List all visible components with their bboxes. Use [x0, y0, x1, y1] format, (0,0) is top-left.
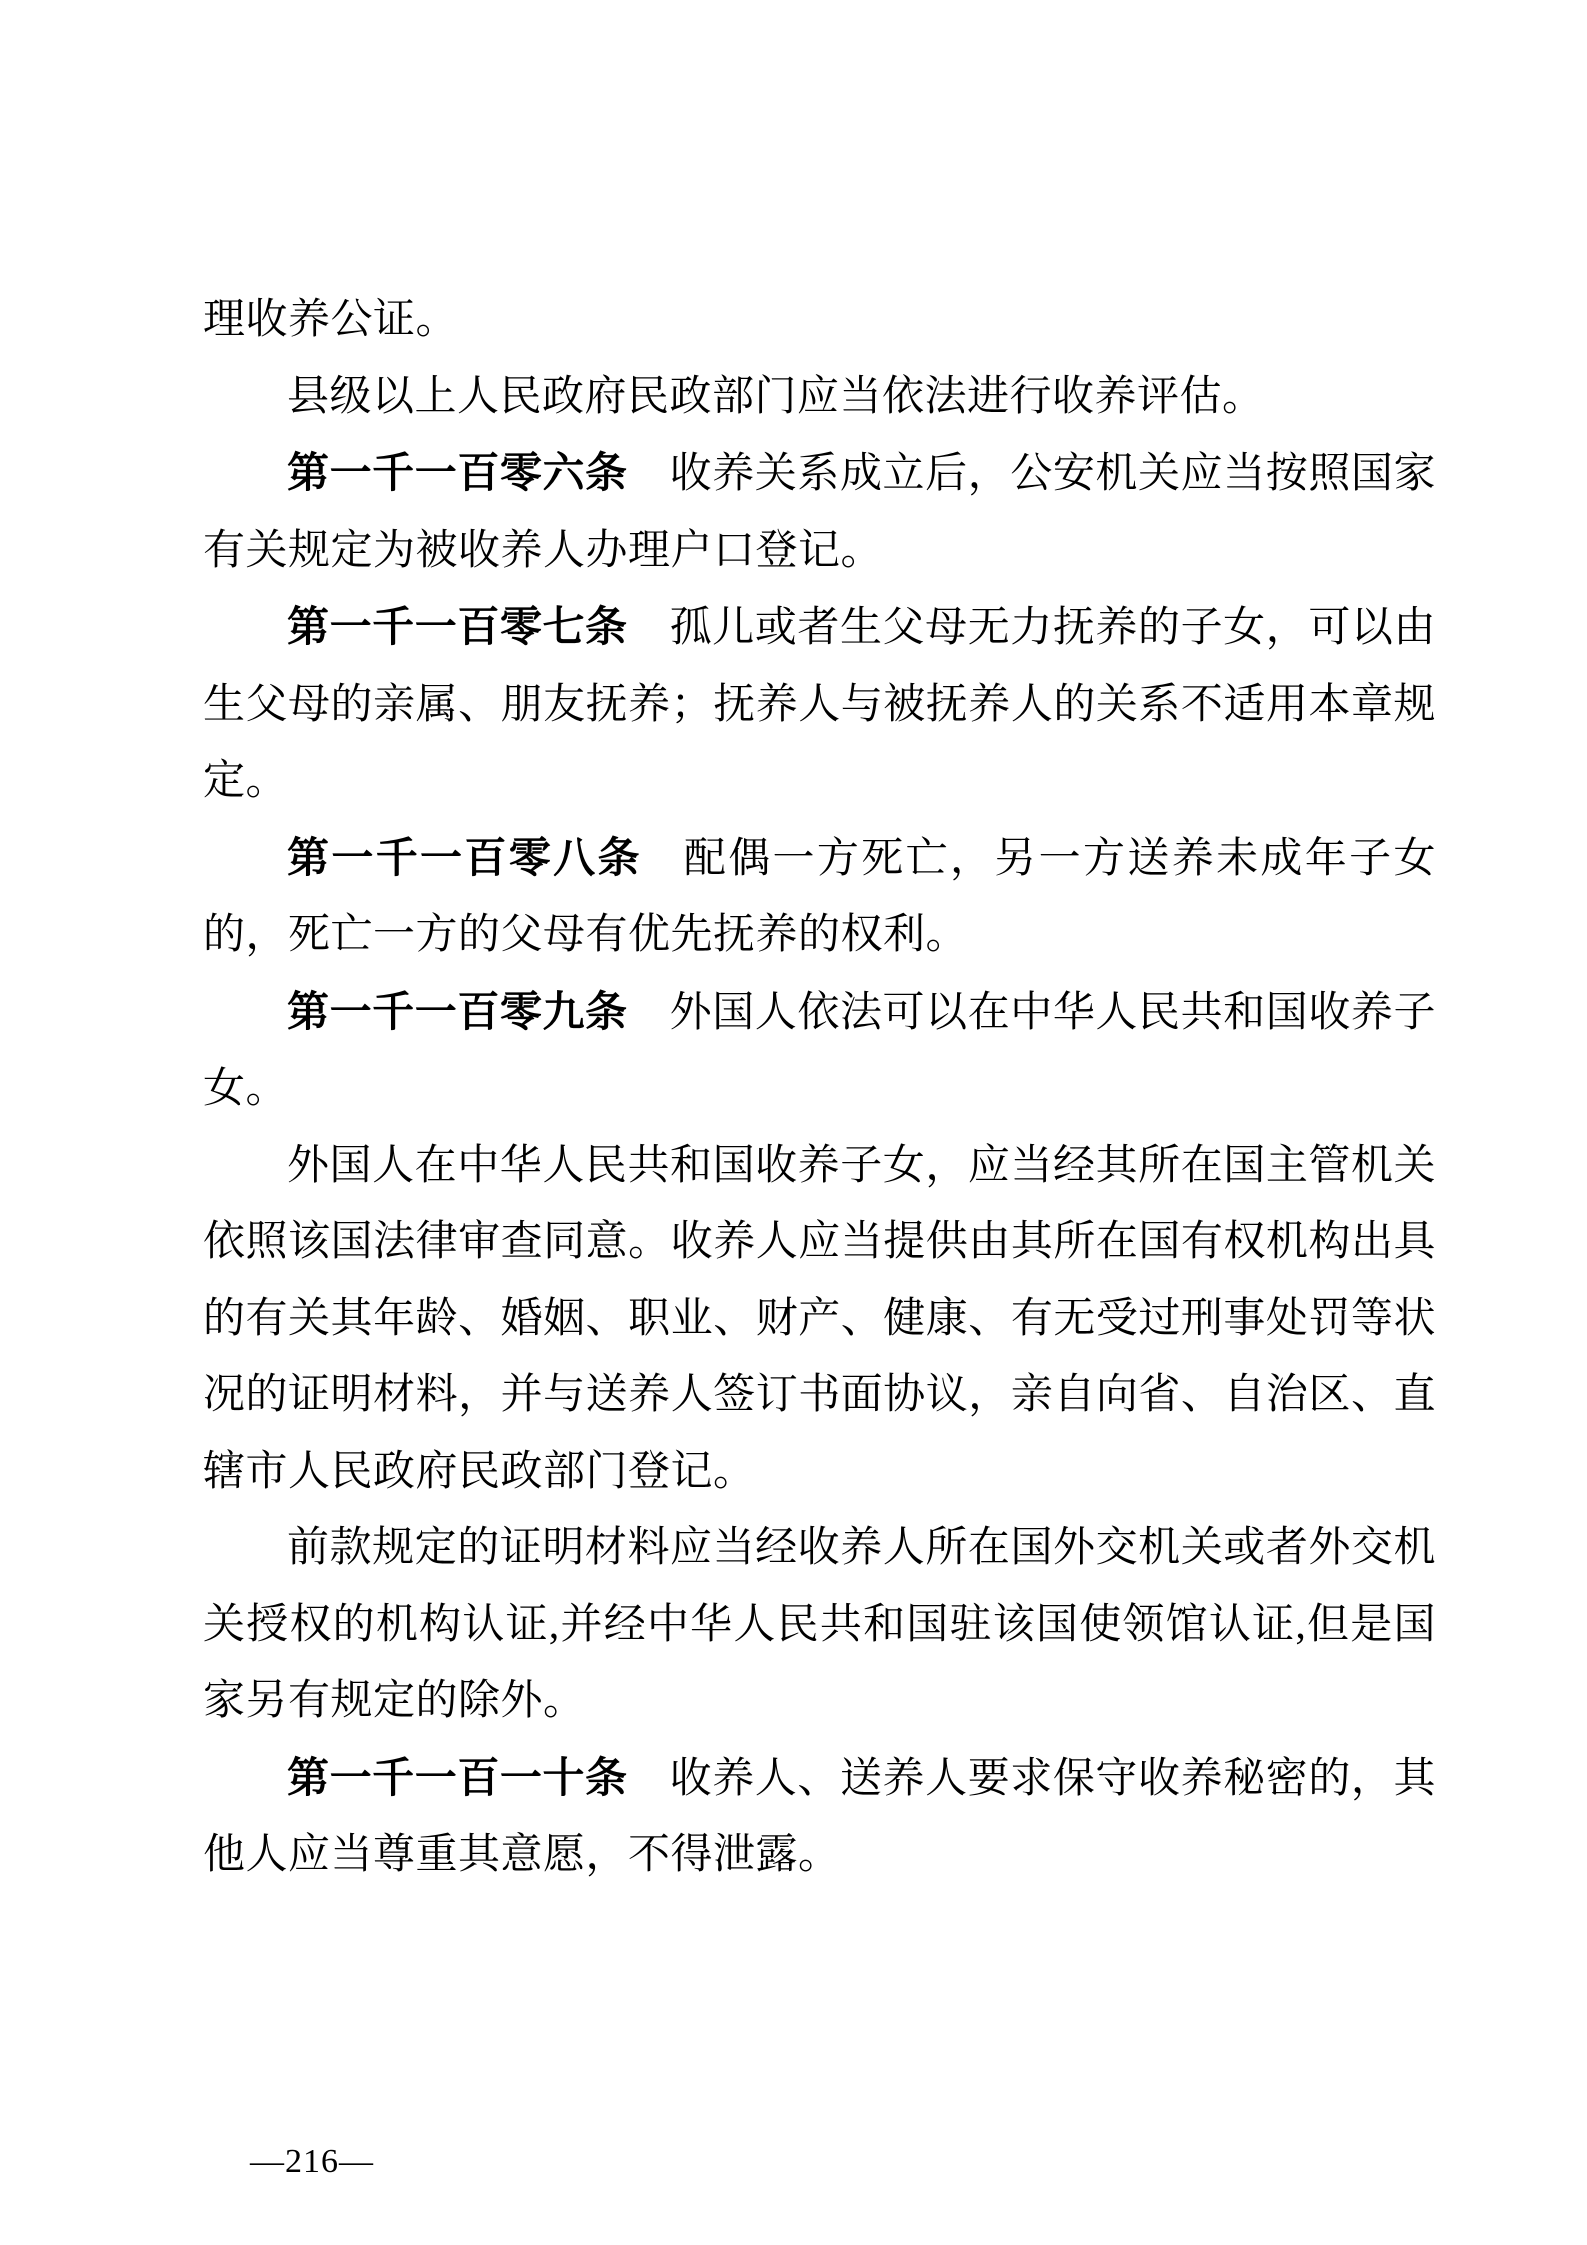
paragraph-text: 前款规定的证明材料应当经收养人所在国外交机关或者外交机关授权的机构认证,并经中华人民共和国驻该国使领馆认证,但是国家另有规定的除外。 [203, 1525, 1436, 1724]
paragraph-text: 外国人依法可以在中华人民共和国收养子女。 [203, 989, 1436, 1112]
article-paragraph [203, 974, 1436, 1128]
paragraph [203, 359, 1436, 436]
article-paragraph [203, 589, 1436, 820]
paragraph-text: 收养关系成立后，公安机关应当按照国家有关规定为被收养人办理户口登记。 [203, 451, 1436, 574]
paragraph-text: 县级以上人民政府民政部门应当依法进行收养评估。 [287, 373, 1265, 420]
article-paragraph [203, 820, 1436, 974]
article-number: 第一千一百零八条 [287, 833, 642, 881]
paragraph-text: 理收养公证。 [203, 297, 459, 343]
article-number: 第一千一百零七条 [287, 603, 628, 650]
paragraph-text: 配偶一方死亡，另一方送养未成年子女的，死亡一方的父母有优先抚养的权利。 [203, 835, 1436, 958]
paragraph-text: 收养人、送养人要求保守收养秘密的，其他人应当尊重其意愿，不得泄露。 [203, 1755, 1436, 1878]
article-number: 第一千一百零六条 [287, 449, 628, 496]
article-paragraph [203, 1740, 1436, 1894]
paragraph-text: 外国人在中华人民共和国收养子女，应当经其所在国主管机关依照该国法律审查同意。收养人应当提供由其所在国有权机构出具的有关其年龄、婚姻、职业、财产、健康、有无受过刑事处罚等状况的证明材料，并与送养人签订书面协议，亲自向省、自治区、直辖市人民政府民政部门登记。 [203, 1142, 1436, 1495]
paragraph-text: 孤儿或者生父母无力抚养的子女，可以由生父母的亲属、朋友抚养；抚养人与被抚养人的关系不适用本章规定。 [203, 605, 1436, 804]
legal-text-block [203, 282, 1436, 1894]
paragraph [203, 1510, 1436, 1740]
paragraph [203, 1128, 1436, 1511]
article-paragraph [203, 435, 1436, 589]
article-number: 第一千一百一十条 [287, 1753, 628, 1801]
page-number: —216— [250, 2143, 374, 2180]
article-number: 第一千一百零九条 [287, 987, 628, 1035]
paragraph-continuation [203, 282, 1436, 359]
